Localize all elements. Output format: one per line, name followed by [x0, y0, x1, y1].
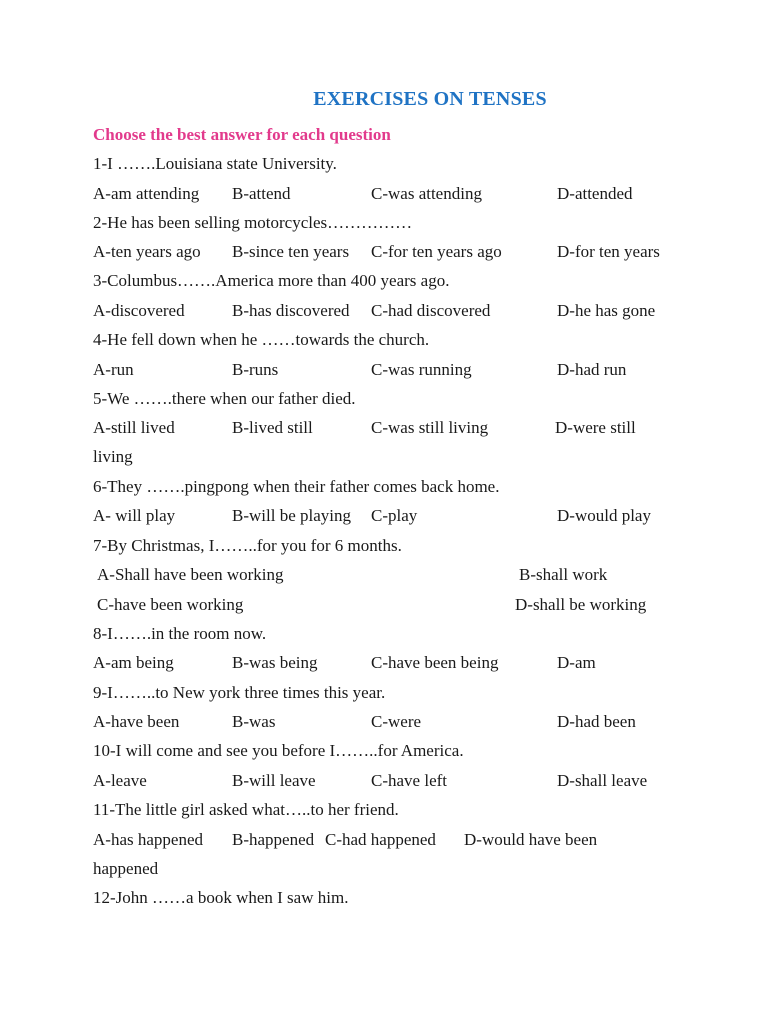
q8-option-c: C-have been being — [371, 653, 499, 672]
q9-option-b: B-was — [232, 712, 276, 731]
q5-option-d-wrap: living — [93, 447, 133, 466]
q3-option-c: C-had discovered — [371, 301, 491, 320]
q6-option-d: D-would play — [557, 506, 651, 525]
question-9: 9-I……..to New york three times this year. — [93, 683, 386, 702]
q2-option-a: A-ten years ago — [93, 242, 201, 261]
q6-option-b: B-will be playing — [232, 506, 351, 525]
question-12: 12-John ……a book when I saw him. — [93, 888, 349, 907]
q1-option-b: B-attend — [232, 184, 291, 203]
q3-option-d: D-he has gone — [557, 301, 656, 320]
q10-option-b: B-will leave — [232, 771, 316, 790]
q7-option-c: C-have been working — [97, 595, 244, 614]
q3-option-b: B-has discovered — [232, 301, 350, 320]
page-title: EXERCISES ON TENSES — [313, 88, 547, 110]
q11-option-d-wrap: happened — [93, 859, 159, 878]
question-3: 3-Columbus…….America more than 400 years ago. — [93, 271, 450, 290]
q2-option-c: C-for ten years ago — [371, 242, 502, 261]
q1-option-d: D-attended — [557, 184, 633, 203]
question-11: 11-The little girl asked what…..to her friend. — [93, 800, 399, 819]
q9-option-d: D-had been — [557, 712, 636, 731]
q7-option-d: D-shall be working — [515, 595, 647, 614]
question-2: 2-He has been selling motorcycles…………… — [93, 213, 413, 232]
q9-option-a: A-have been — [93, 712, 180, 731]
q8-option-a: A-am being — [93, 653, 174, 672]
q4-option-b: B-runs — [232, 360, 279, 379]
q7-option-a: A-Shall have been working — [97, 565, 284, 584]
question-5: 5-We …….there when our father died. — [93, 389, 356, 408]
q11-option-c: C-had happened — [325, 830, 436, 849]
q4-option-d: D-had run — [557, 360, 627, 379]
q9-option-c: C-were — [371, 712, 422, 731]
question-4: 4-He fell down when he ……towards the church. — [93, 330, 430, 349]
question-8: 8-I…….in the room now. — [93, 624, 267, 643]
q8-option-d: D-am — [557, 653, 596, 672]
q11-option-d: D-would have been — [464, 830, 598, 849]
q5-option-d: D-were still — [555, 418, 636, 437]
question-1: 1-I …….Louisiana state University. — [93, 154, 337, 173]
q6-option-c: C-play — [371, 506, 418, 525]
question-7: 7-By Christmas, I……..for you for 6 months. — [93, 536, 402, 555]
q2-option-b: B-since ten years — [232, 242, 350, 261]
q4-option-c: C-was running — [371, 360, 472, 379]
q11-option-a: A-has happened — [93, 830, 203, 849]
q2-option-d: D-for ten years — [557, 242, 660, 261]
q1-option-a: A-am attending — [93, 184, 200, 203]
q5-option-c: C-was still living — [371, 418, 489, 437]
q4-option-a: A-run — [93, 360, 134, 379]
q7-option-b: B-shall work — [519, 565, 608, 584]
question-6: 6-They …….pingpong when their father comes back home. — [93, 477, 500, 496]
q5-option-a: A-still lived — [93, 418, 175, 437]
q10-option-d: D-shall leave — [557, 771, 648, 790]
q10-option-a: A-leave — [93, 771, 147, 790]
q3-option-a: A-discovered — [93, 301, 185, 320]
q6-option-a: A- will play — [93, 506, 176, 525]
q5-option-b: B-lived still — [232, 418, 313, 437]
instruction: Choose the best answer for each question — [93, 125, 391, 144]
q8-option-b: B-was being — [232, 653, 318, 672]
question-10: 10-I will come and see you before I……..for America. — [93, 741, 464, 760]
q10-option-c: C-have left — [371, 771, 447, 790]
q11-option-b: B-happened — [232, 830, 315, 849]
q1-option-c: C-was attending — [371, 184, 482, 203]
